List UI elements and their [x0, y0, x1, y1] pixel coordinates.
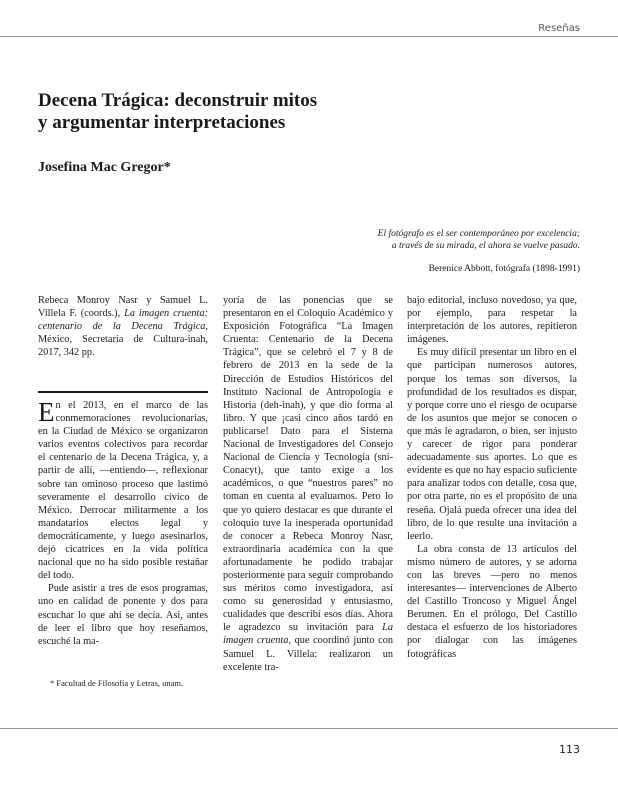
paragraph-text: yoría de las ponencias que se presentaron en el Coloquio Académico y Exposición Fotográfica “La Imagen Cruenta: Centenario de la Decena Trágica”, que se celebró el 7 y 8 de febrero de 2013 en la sede de la Dirección de Estudios Históricos del Instituto Nacional de Antropología e Historia (deh-inah), y que dio forma al libro. Y que ¡casi cinco años tardó en publicarse! Dato para el Sistema Nacional de Investigadores del Consejo Nacional de Ciencia y Tecnología (sni-Conacyt), que tanto exige a los académicos, o que “nuestros pares” no toman en cuenta al evaluarnos. Pero lo que yo quiero destacar es que durante el coloquio tuve la inesperada oportunidad de conocer a Rebeca Monroy Nasr, extraordinaria académica con la que afortunadamente he podido trabajar posteriormente para seguir comprobando sus méritos como investigadora, así como su generosidad y entusiasmo, cualidades que describí esos días. Ahora le agradezco su invitación para: [223, 295, 393, 634]
section-label: Reseñas: [532, 23, 580, 34]
paragraph: Es muy difícil presentar un libro en el que participan numerosos autores, porque los temas son diversos, la profundidad de los resultados es dispar, y porque corre uno el riesgo de ocuparse de los asuntos que mejor se conocen o que más le agradaron, o bien, ser injusto y carecer de rigor para ponderar adecuadamente sus aportes. Lo que es evidente es que no hay espacio suficiente para analizar todos con detalle, cosa que, por otra parte, no es el propósito de una reseña. Ojalá pueda ofrecer una idea del libro, de lo que resulte una invitación a leerlo.: [407, 347, 577, 542]
paragraph: [223, 294, 393, 674]
column-2: [223, 294, 393, 674]
epigraph-source: Berenice Abbott, fotógrafa (1898-1991): [428, 264, 580, 274]
title-line-1: Decena Trágica: deconstruir mitos: [38, 90, 318, 111]
epigraph: [280, 228, 580, 275]
book-title-inline: La imagen cruenta: [223, 622, 393, 647]
reference-book-title: La imagen cruenta: centenario de la Decena Trágica: [38, 308, 208, 333]
column-1-body: [38, 399, 208, 648]
paragraph-text: n el 2013, en el marco de las conmemoraciones revolucionarias, en la Ciudad de México se organizaron varios eventos colectivos para recordar el centenario de la Decena Trágica, y, a partir de allí, —entiendo—, reflexionar sobre tan ominoso proceso que lastimó severamente el desarrollo cívico de México. Derrocar militarmente a los mandatarios electos legal y democráticamente, y luego asesinarlos, dejó cicatrices en la vida política nacional que no ha sido posible restañar del todo.: [38, 400, 208, 582]
reference-publication: , México, Secretaría de Cultura-inah, 2017, 342 pp.: [38, 321, 208, 359]
reference-authors: Rebeca Monroy Nasr y Samuel L. Villela F. (coords.),: [38, 295, 208, 320]
article-title: [38, 90, 438, 134]
footnote: * Facultad de Filosofía y Letras, unam.: [50, 678, 184, 688]
header-rule: [0, 36, 618, 37]
paragraph: Pude asistir a tres de esos programas, uno en calidad de ponente y dos para escuchar lo que ahí se decía. Así, antes de leer el libro que hoy reseñamos, escuché la ma-: [38, 583, 208, 647]
footer-rule: [0, 728, 618, 729]
column-1: [38, 294, 208, 647]
drop-cap: E: [38, 397, 55, 427]
paragraph: [38, 399, 208, 582]
paragraph: La obra consta de 13 artículos del mismo número de autores, y se adorna con las breves —pero no menos interesantes— intervenciones de Alberto del Castillo Troncoso y Miguel Ángel Berumen. En el prólogo, Del Castillo destaca el esfuerzo de los historiadores por dialogar con las imágenes fotográficas: [407, 543, 577, 660]
book-reference: [38, 294, 208, 359]
paragraph-text: , que coordinó junto con Samuel L. Villela: realizaron un excelente tra-: [223, 635, 394, 673]
article-author: Josefina Mac Gregor*: [38, 160, 171, 175]
paragraph: bajo editorial, incluso novedoso, ya que, por ejemplo, para respetar la interpretación de los autores, repitieron imágenes.: [407, 295, 577, 346]
column-3: [407, 294, 577, 661]
epigraph-line-1: El fotógrafo es el ser contemporáneo por excelencia;: [377, 229, 580, 239]
section-divider: [38, 391, 208, 393]
page-number: 113: [559, 743, 580, 756]
epigraph-quote: [280, 228, 580, 252]
title-line-2: y argumentar interpretaciones: [38, 112, 286, 133]
epigraph-line-2: a través de su mirada, el ahora se vuelve pasado.: [391, 241, 580, 251]
